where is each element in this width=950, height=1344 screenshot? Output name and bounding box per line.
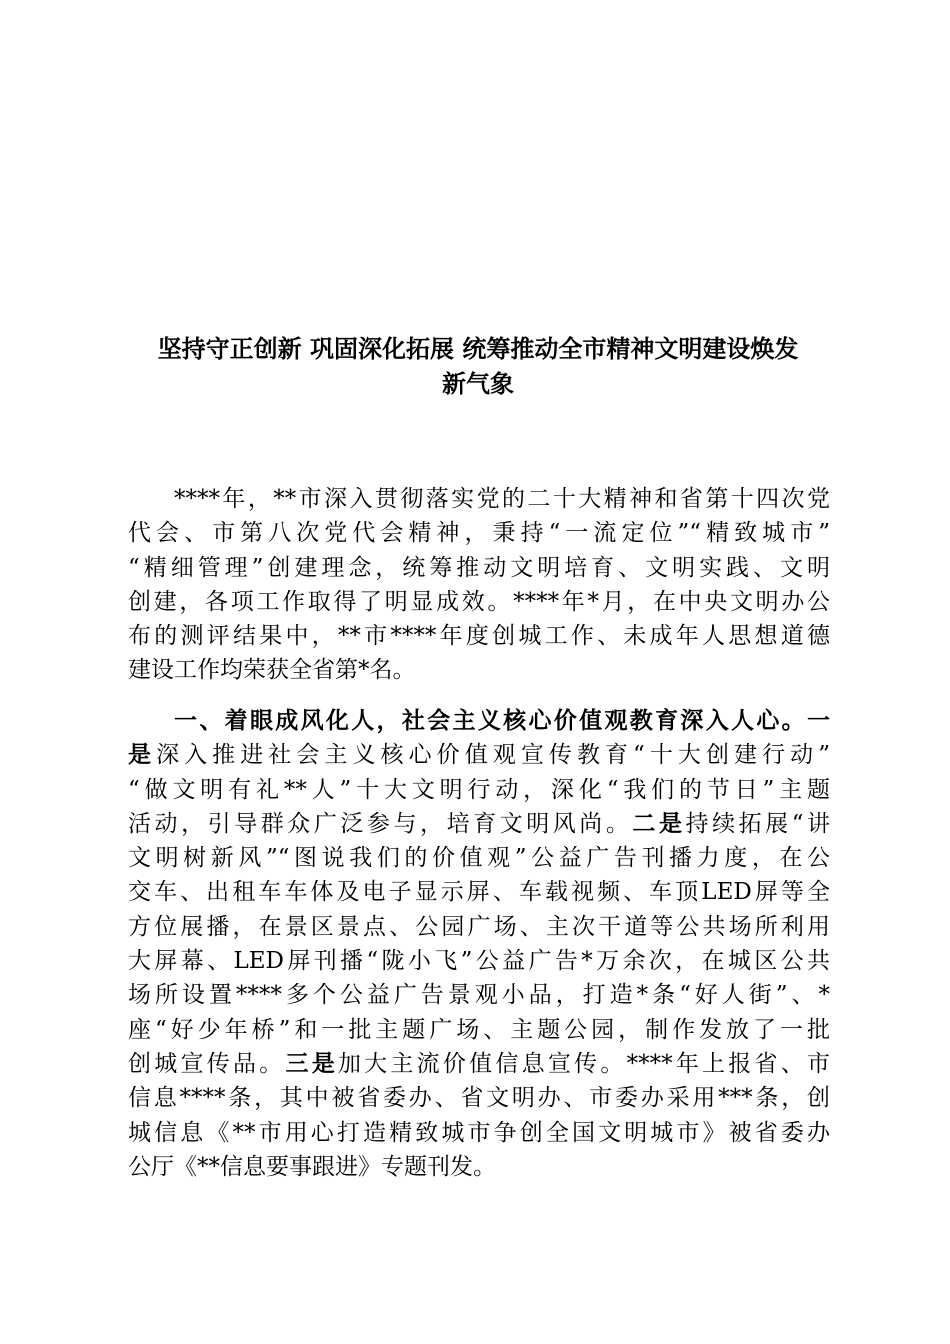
text-line: 信息****条，其中被省委办、省文明办、市委办采用***条，创 <box>128 1085 830 1112</box>
document-title <box>128 332 828 402</box>
text-line: 创建，各项工作取得了明显成效。****年*月，在中央文明办公 <box>128 588 830 615</box>
text-line: 座“好少年桥”和一批主题广场、主题公园，制作发放了一批 <box>128 1016 830 1043</box>
text-line: “精细管理”创建理念，统筹推动文明培育、文明实践、文明 <box>128 554 830 581</box>
text-line: “做文明有礼**人”十大文明行动，深化“我们的节日”主题 <box>128 776 830 803</box>
title-line-2: 新气象 <box>442 370 514 398</box>
text-line: ****年，**市深入贯彻落实党的二十大精神和省第十四次党 <box>174 486 830 512</box>
text-line <box>128 1047 830 1081</box>
title-line-1: 坚持守正创新 巩固深化拓展 统筹推动全市精神文明建设焕发 <box>157 335 799 363</box>
text-run: 深入推进社会主义核心价值观宣传教育“十大创建行动” <box>156 742 830 769</box>
item-marker: 三是 <box>285 1050 338 1077</box>
item-marker: 二是 <box>632 810 686 837</box>
text-line <box>128 704 830 738</box>
text-line: 文明树新风”“图说我们的价值观”公益广告刊播力度，在公 <box>128 845 830 872</box>
text-line: 公厅《**信息要事跟进》专题刊发。 <box>128 1153 496 1180</box>
text-run: 加大主流价值信息宣传。****年上报省、市 <box>337 1050 831 1077</box>
paragraph-intro <box>128 482 830 688</box>
text-line: 代会、市第八次党代会精神，秉持“一流定位”“精致城市” <box>128 520 830 547</box>
text-line: 交车、出租车车体及电子显示屏、车载视频、车顶LED屏等全 <box>128 879 830 906</box>
section-heading: 一、着眼成风化人，社会主义核心价值观教育深入人心。 <box>174 708 807 734</box>
text-line: 布的测评结果中，**市****年度创城工作、未成年人思想道德 <box>128 623 830 650</box>
text-line: 大屏幕、LED屏刊播“陇小飞”公益广告*万余次，在城区公共 <box>128 948 830 975</box>
text-line: 城信息《**市用心打造精致城市争创全国文明城市》被省委办 <box>128 1119 830 1146</box>
text-line <box>128 807 830 841</box>
text-run: 创城宣传品。 <box>128 1050 286 1077</box>
text-line: 建设工作均荣获全省第*名。 <box>128 657 416 684</box>
text-line: 方位展播，在景区景点、公园广场、主次干道等公共场所利用 <box>128 913 830 940</box>
item-marker: 一 <box>807 708 830 734</box>
text-run: 持续拓展“讲 <box>685 810 831 837</box>
paragraph-section-one <box>128 704 830 1184</box>
text-line <box>128 738 830 772</box>
text-line: 场所设置****多个公益广告景观小品，打造*条“好人街”、* <box>128 982 830 1009</box>
text-run: 活动，引导群众广泛参与，培育文明风尚。 <box>128 810 633 837</box>
item-marker: 是 <box>128 742 157 769</box>
